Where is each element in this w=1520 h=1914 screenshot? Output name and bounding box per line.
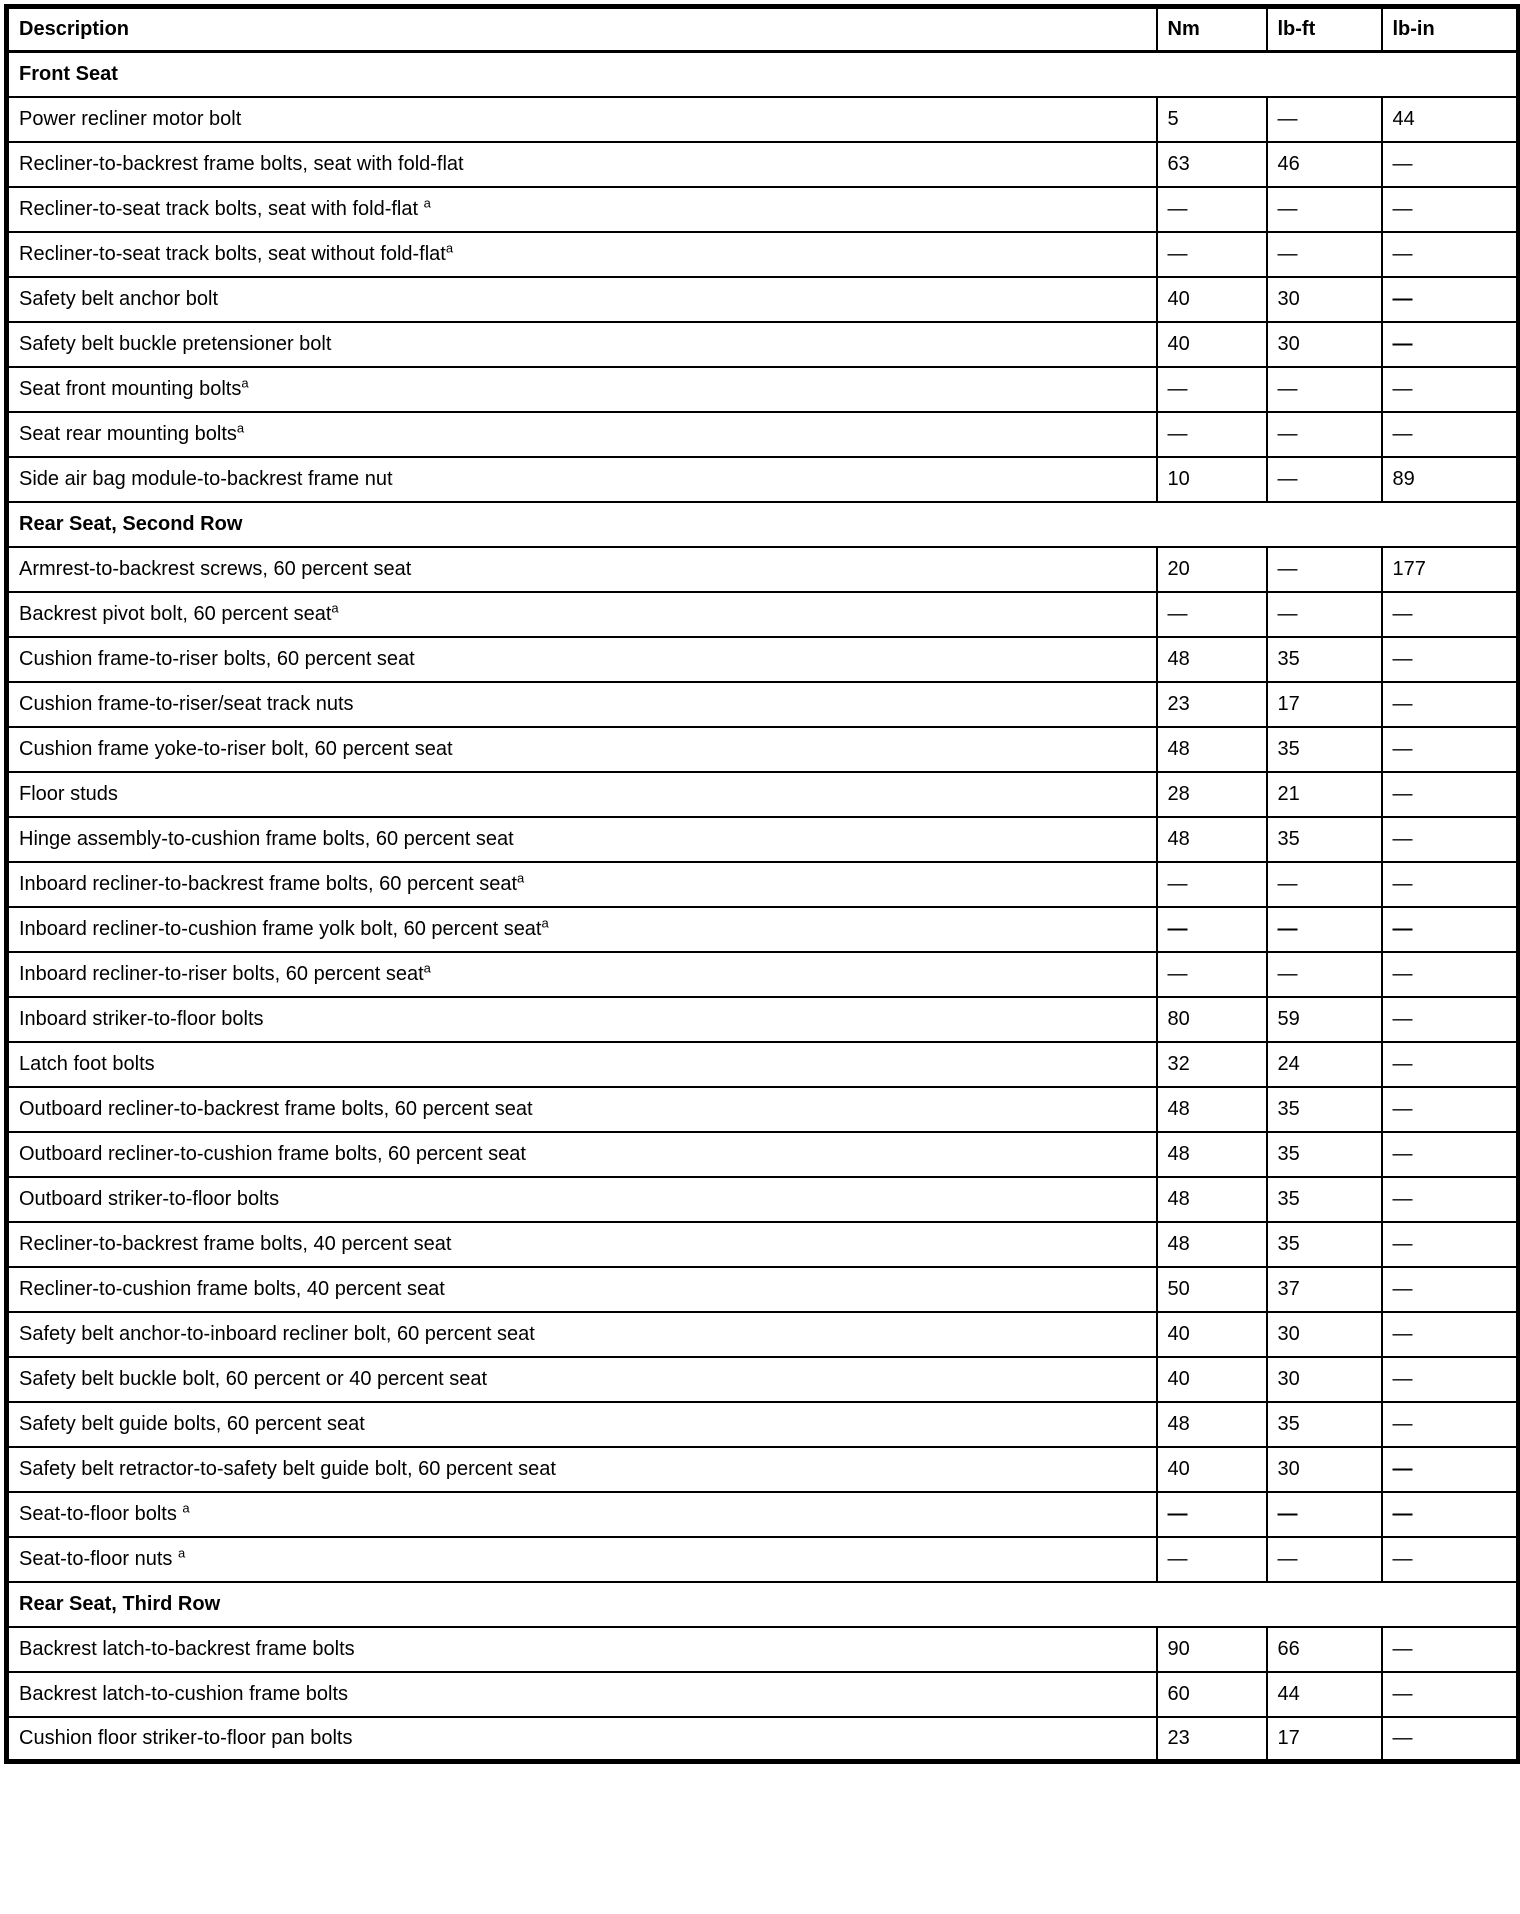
table-row — [7, 232, 1519, 277]
cell-lbin: — — [1382, 1492, 1519, 1537]
cell-nm: 40 — [1157, 1447, 1267, 1492]
cell-description: Recliner-to-cushion frame bolts, 40 percent seat — [7, 1267, 1157, 1312]
cell-lbin: — — [1382, 1447, 1519, 1492]
cell-nm: 20 — [1157, 547, 1267, 592]
cell-lbin: 89 — [1382, 457, 1519, 502]
section-title: Rear Seat, Third Row — [7, 1582, 1519, 1627]
cell-description: Inboard recliner-to-cushion frame yolk bolt, 60 percent seat$^a$ — [7, 907, 1157, 952]
table-row — [7, 1447, 1519, 1492]
cell-nm: 48 — [1157, 817, 1267, 862]
cell-description: Inboard recliner-to-riser bolts, 60 percent seat$^a$ — [7, 952, 1157, 997]
cell-lbft: — — [1267, 367, 1382, 412]
cell-nm: — — [1157, 862, 1267, 907]
table-row — [7, 1267, 1519, 1312]
table-row — [7, 1672, 1519, 1717]
cell-lbft: — — [1267, 1537, 1382, 1582]
cell-description: Cushion frame yoke-to-riser bolt, 60 percent seat — [7, 727, 1157, 772]
table-row — [7, 142, 1519, 187]
cell-lbin: — — [1382, 1537, 1519, 1582]
cell-description: Safety belt anchor bolt — [7, 277, 1157, 322]
cell-lbft: — — [1267, 952, 1382, 997]
table-row — [7, 727, 1519, 772]
cell-description: Safety belt buckle bolt, 60 percent or 40 percent seat — [7, 1357, 1157, 1402]
table-row — [7, 1087, 1519, 1132]
cell-lbin: — — [1382, 1402, 1519, 1447]
cell-lbft: 17 — [1267, 682, 1382, 727]
table-row — [7, 907, 1519, 952]
table-row — [7, 682, 1519, 727]
cell-nm: 40 — [1157, 1357, 1267, 1402]
cell-lbft: 66 — [1267, 1627, 1382, 1672]
column-header-lbft: lb-ft — [1267, 7, 1382, 52]
cell-nm: 23 — [1157, 1717, 1267, 1762]
cell-description: Outboard recliner-to-backrest frame bolts, 60 percent seat — [7, 1087, 1157, 1132]
cell-nm: 48 — [1157, 1402, 1267, 1447]
section-title: Front Seat — [7, 52, 1519, 97]
cell-lbin: — — [1382, 322, 1519, 367]
cell-nm: 48 — [1157, 1177, 1267, 1222]
cell-nm: — — [1157, 367, 1267, 412]
cell-description: Recliner-to-backrest frame bolts, seat with fold-flat — [7, 142, 1157, 187]
cell-lbin: — — [1382, 1267, 1519, 1312]
cell-lbft: — — [1267, 232, 1382, 277]
footnote-marker: a — [177, 1544, 186, 1560]
cell-description: Seat rear mounting bolts$^a$ — [7, 412, 1157, 457]
cell-lbft: — — [1267, 457, 1382, 502]
column-header-nm: Nm — [1157, 7, 1267, 52]
cell-description: Seat front mounting bolts$^a$ — [7, 367, 1157, 412]
cell-description: Outboard recliner-to-cushion frame bolts, 60 percent seat — [7, 1132, 1157, 1177]
cell-nm: 48 — [1157, 1222, 1267, 1267]
cell-lbin: — — [1382, 682, 1519, 727]
column-header-lbin: lb-in — [1382, 7, 1519, 52]
cell-lbft: 30 — [1267, 322, 1382, 367]
section-header-row — [7, 52, 1519, 97]
cell-description: Seat-to-floor bolts $^a$ — [7, 1492, 1157, 1537]
cell-lbft: 37 — [1267, 1267, 1382, 1312]
cell-lbft: 46 — [1267, 142, 1382, 187]
cell-lbft: — — [1267, 862, 1382, 907]
table-row — [7, 1717, 1519, 1762]
cell-nm: — — [1157, 1492, 1267, 1537]
cell-nm: — — [1157, 952, 1267, 997]
cell-lbin: — — [1382, 997, 1519, 1042]
cell-description: Outboard striker-to-floor bolts — [7, 1177, 1157, 1222]
footnote-marker: a — [445, 239, 454, 255]
cell-description: Recliner-to-backrest frame bolts, 40 percent seat — [7, 1222, 1157, 1267]
cell-description: Cushion floor striker-to-floor pan bolts — [7, 1717, 1157, 1762]
table-row — [7, 1312, 1519, 1357]
cell-lbin: — — [1382, 637, 1519, 682]
table-row — [7, 1627, 1519, 1672]
cell-lbft: 35 — [1267, 1132, 1382, 1177]
cell-lbft: 35 — [1267, 817, 1382, 862]
table-row — [7, 457, 1519, 502]
cell-nm: 48 — [1157, 727, 1267, 772]
cell-lbin: — — [1382, 1357, 1519, 1402]
cell-nm: 48 — [1157, 1087, 1267, 1132]
cell-lbft: — — [1267, 412, 1382, 457]
cell-description: Latch foot bolts — [7, 1042, 1157, 1087]
cell-description: Cushion frame-to-riser/seat track nuts — [7, 682, 1157, 727]
cell-lbft: 35 — [1267, 1177, 1382, 1222]
cell-lbin: — — [1382, 1222, 1519, 1267]
cell-nm: — — [1157, 187, 1267, 232]
table-row — [7, 547, 1519, 592]
cell-lbft: 17 — [1267, 1717, 1382, 1762]
footnote-marker: a — [423, 959, 431, 975]
table-row — [7, 1402, 1519, 1447]
cell-lbft: 30 — [1267, 277, 1382, 322]
cell-lbin: — — [1382, 727, 1519, 772]
cell-nm: 23 — [1157, 682, 1267, 727]
cell-lbft: — — [1267, 547, 1382, 592]
cell-lbin: — — [1382, 1672, 1519, 1717]
cell-lbin: — — [1382, 907, 1519, 952]
cell-lbin: — — [1382, 952, 1519, 997]
cell-description: Safety belt buckle pretensioner bolt — [7, 322, 1157, 367]
table-row — [7, 1042, 1519, 1087]
cell-lbft: 35 — [1267, 1402, 1382, 1447]
table-row — [7, 1177, 1519, 1222]
torque-specifications-table — [4, 4, 1520, 1764]
cell-nm: 40 — [1157, 322, 1267, 367]
cell-nm: 40 — [1157, 277, 1267, 322]
table-row — [7, 1357, 1519, 1402]
table-row — [7, 97, 1519, 142]
cell-description: Backrest latch-to-cushion frame bolts — [7, 1672, 1157, 1717]
cell-lbft: 44 — [1267, 1672, 1382, 1717]
cell-nm: — — [1157, 232, 1267, 277]
cell-lbin: 44 — [1382, 97, 1519, 142]
cell-lbft: — — [1267, 97, 1382, 142]
cell-description: Hinge assembly-to-cushion frame bolts, 60 percent seat — [7, 817, 1157, 862]
cell-lbin: — — [1382, 187, 1519, 232]
table-row — [7, 1537, 1519, 1582]
cell-description: Seat-to-floor nuts $^a$ — [7, 1537, 1157, 1582]
cell-nm: 32 — [1157, 1042, 1267, 1087]
cell-lbft: — — [1267, 907, 1382, 952]
cell-nm: 50 — [1157, 1267, 1267, 1312]
table-row — [7, 592, 1519, 637]
table-row — [7, 322, 1519, 367]
cell-lbft: 35 — [1267, 727, 1382, 772]
cell-lbin: — — [1382, 1042, 1519, 1087]
cell-nm: 63 — [1157, 142, 1267, 187]
table-row — [7, 277, 1519, 322]
cell-lbft: 21 — [1267, 772, 1382, 817]
cell-lbft: 30 — [1267, 1357, 1382, 1402]
cell-lbft: — — [1267, 187, 1382, 232]
cell-description: Power recliner motor bolt — [7, 97, 1157, 142]
cell-lbin: — — [1382, 1717, 1519, 1762]
cell-nm: 60 — [1157, 1672, 1267, 1717]
cell-lbin: — — [1382, 277, 1519, 322]
cell-description: Safety belt anchor-to-inboard recliner bolt, 60 percent seat — [7, 1312, 1157, 1357]
cell-description: Backrest pivot bolt, 60 percent seat$^a$ — [7, 592, 1157, 637]
cell-description: Safety belt retractor-to-safety belt guide bolt, 60 percent seat — [7, 1447, 1157, 1492]
footnote-marker: a — [517, 869, 525, 885]
cell-nm: — — [1157, 592, 1267, 637]
cell-nm: 80 — [1157, 997, 1267, 1042]
cell-lbft: 35 — [1267, 637, 1382, 682]
cell-description: Inboard recliner-to-backrest frame bolts, 60 percent seat$^a$ — [7, 862, 1157, 907]
cell-lbin: — — [1382, 817, 1519, 862]
footnote-marker: a — [241, 374, 249, 390]
cell-nm: 5 — [1157, 97, 1267, 142]
cell-description: Inboard striker-to-floor bolts — [7, 997, 1157, 1042]
cell-lbin: — — [1382, 1312, 1519, 1357]
cell-description: Backrest latch-to-backrest frame bolts — [7, 1627, 1157, 1672]
cell-lbin: — — [1382, 1177, 1519, 1222]
cell-nm: 90 — [1157, 1627, 1267, 1672]
footnote-marker: a — [182, 1499, 190, 1515]
header-row — [7, 7, 1519, 52]
footnote-marker: a — [236, 419, 245, 435]
cell-nm: — — [1157, 412, 1267, 457]
table-row — [7, 862, 1519, 907]
table-row — [7, 637, 1519, 682]
section-title: Rear Seat, Second Row — [7, 502, 1519, 547]
cell-lbin: — — [1382, 412, 1519, 457]
cell-description: Recliner-to-seat track bolts, seat without fold-flat$^a$ — [7, 232, 1157, 277]
footnote-marker: a — [331, 599, 339, 615]
cell-description: Floor studs — [7, 772, 1157, 817]
cell-lbin: 177 — [1382, 547, 1519, 592]
cell-description: Armrest-to-backrest screws, 60 percent seat — [7, 547, 1157, 592]
section-header-row — [7, 502, 1519, 547]
cell-lbft: 24 — [1267, 1042, 1382, 1087]
table-row — [7, 952, 1519, 997]
footnote-marker: a — [541, 914, 549, 930]
cell-lbin: — — [1382, 772, 1519, 817]
table-row — [7, 1492, 1519, 1537]
footnote-marker: a — [423, 194, 431, 210]
cell-lbft: 59 — [1267, 997, 1382, 1042]
cell-nm: — — [1157, 907, 1267, 952]
cell-lbft: — — [1267, 592, 1382, 637]
section-header-row — [7, 1582, 1519, 1627]
cell-lbin: — — [1382, 1087, 1519, 1132]
table-body — [7, 52, 1519, 1762]
cell-lbin: — — [1382, 142, 1519, 187]
cell-lbin: — — [1382, 592, 1519, 637]
cell-lbin: — — [1382, 232, 1519, 277]
cell-lbft: 35 — [1267, 1087, 1382, 1132]
table-row — [7, 1222, 1519, 1267]
table-row — [7, 817, 1519, 862]
table-row — [7, 1132, 1519, 1177]
cell-description: Side air bag module-to-backrest frame nut — [7, 457, 1157, 502]
cell-nm: 28 — [1157, 772, 1267, 817]
cell-nm: 48 — [1157, 1132, 1267, 1177]
column-header-description: Description — [7, 7, 1157, 52]
cell-description: Cushion frame-to-riser bolts, 60 percent seat — [7, 637, 1157, 682]
cell-nm: 40 — [1157, 1312, 1267, 1357]
cell-lbft: 30 — [1267, 1447, 1382, 1492]
cell-nm: 10 — [1157, 457, 1267, 502]
cell-description: Recliner-to-seat track bolts, seat with fold-flat $^a$ — [7, 187, 1157, 232]
cell-nm: 48 — [1157, 637, 1267, 682]
cell-lbin: — — [1382, 367, 1519, 412]
table-row — [7, 772, 1519, 817]
cell-lbin: — — [1382, 1132, 1519, 1177]
table-row — [7, 367, 1519, 412]
cell-lbft: 30 — [1267, 1312, 1382, 1357]
cell-nm: — — [1157, 1537, 1267, 1582]
table-row — [7, 187, 1519, 232]
table-row — [7, 997, 1519, 1042]
cell-lbin: — — [1382, 862, 1519, 907]
cell-description: Safety belt guide bolts, 60 percent seat — [7, 1402, 1157, 1447]
cell-lbin: — — [1382, 1627, 1519, 1672]
table-row — [7, 412, 1519, 457]
cell-lbft: 35 — [1267, 1222, 1382, 1267]
cell-lbft: — — [1267, 1492, 1382, 1537]
